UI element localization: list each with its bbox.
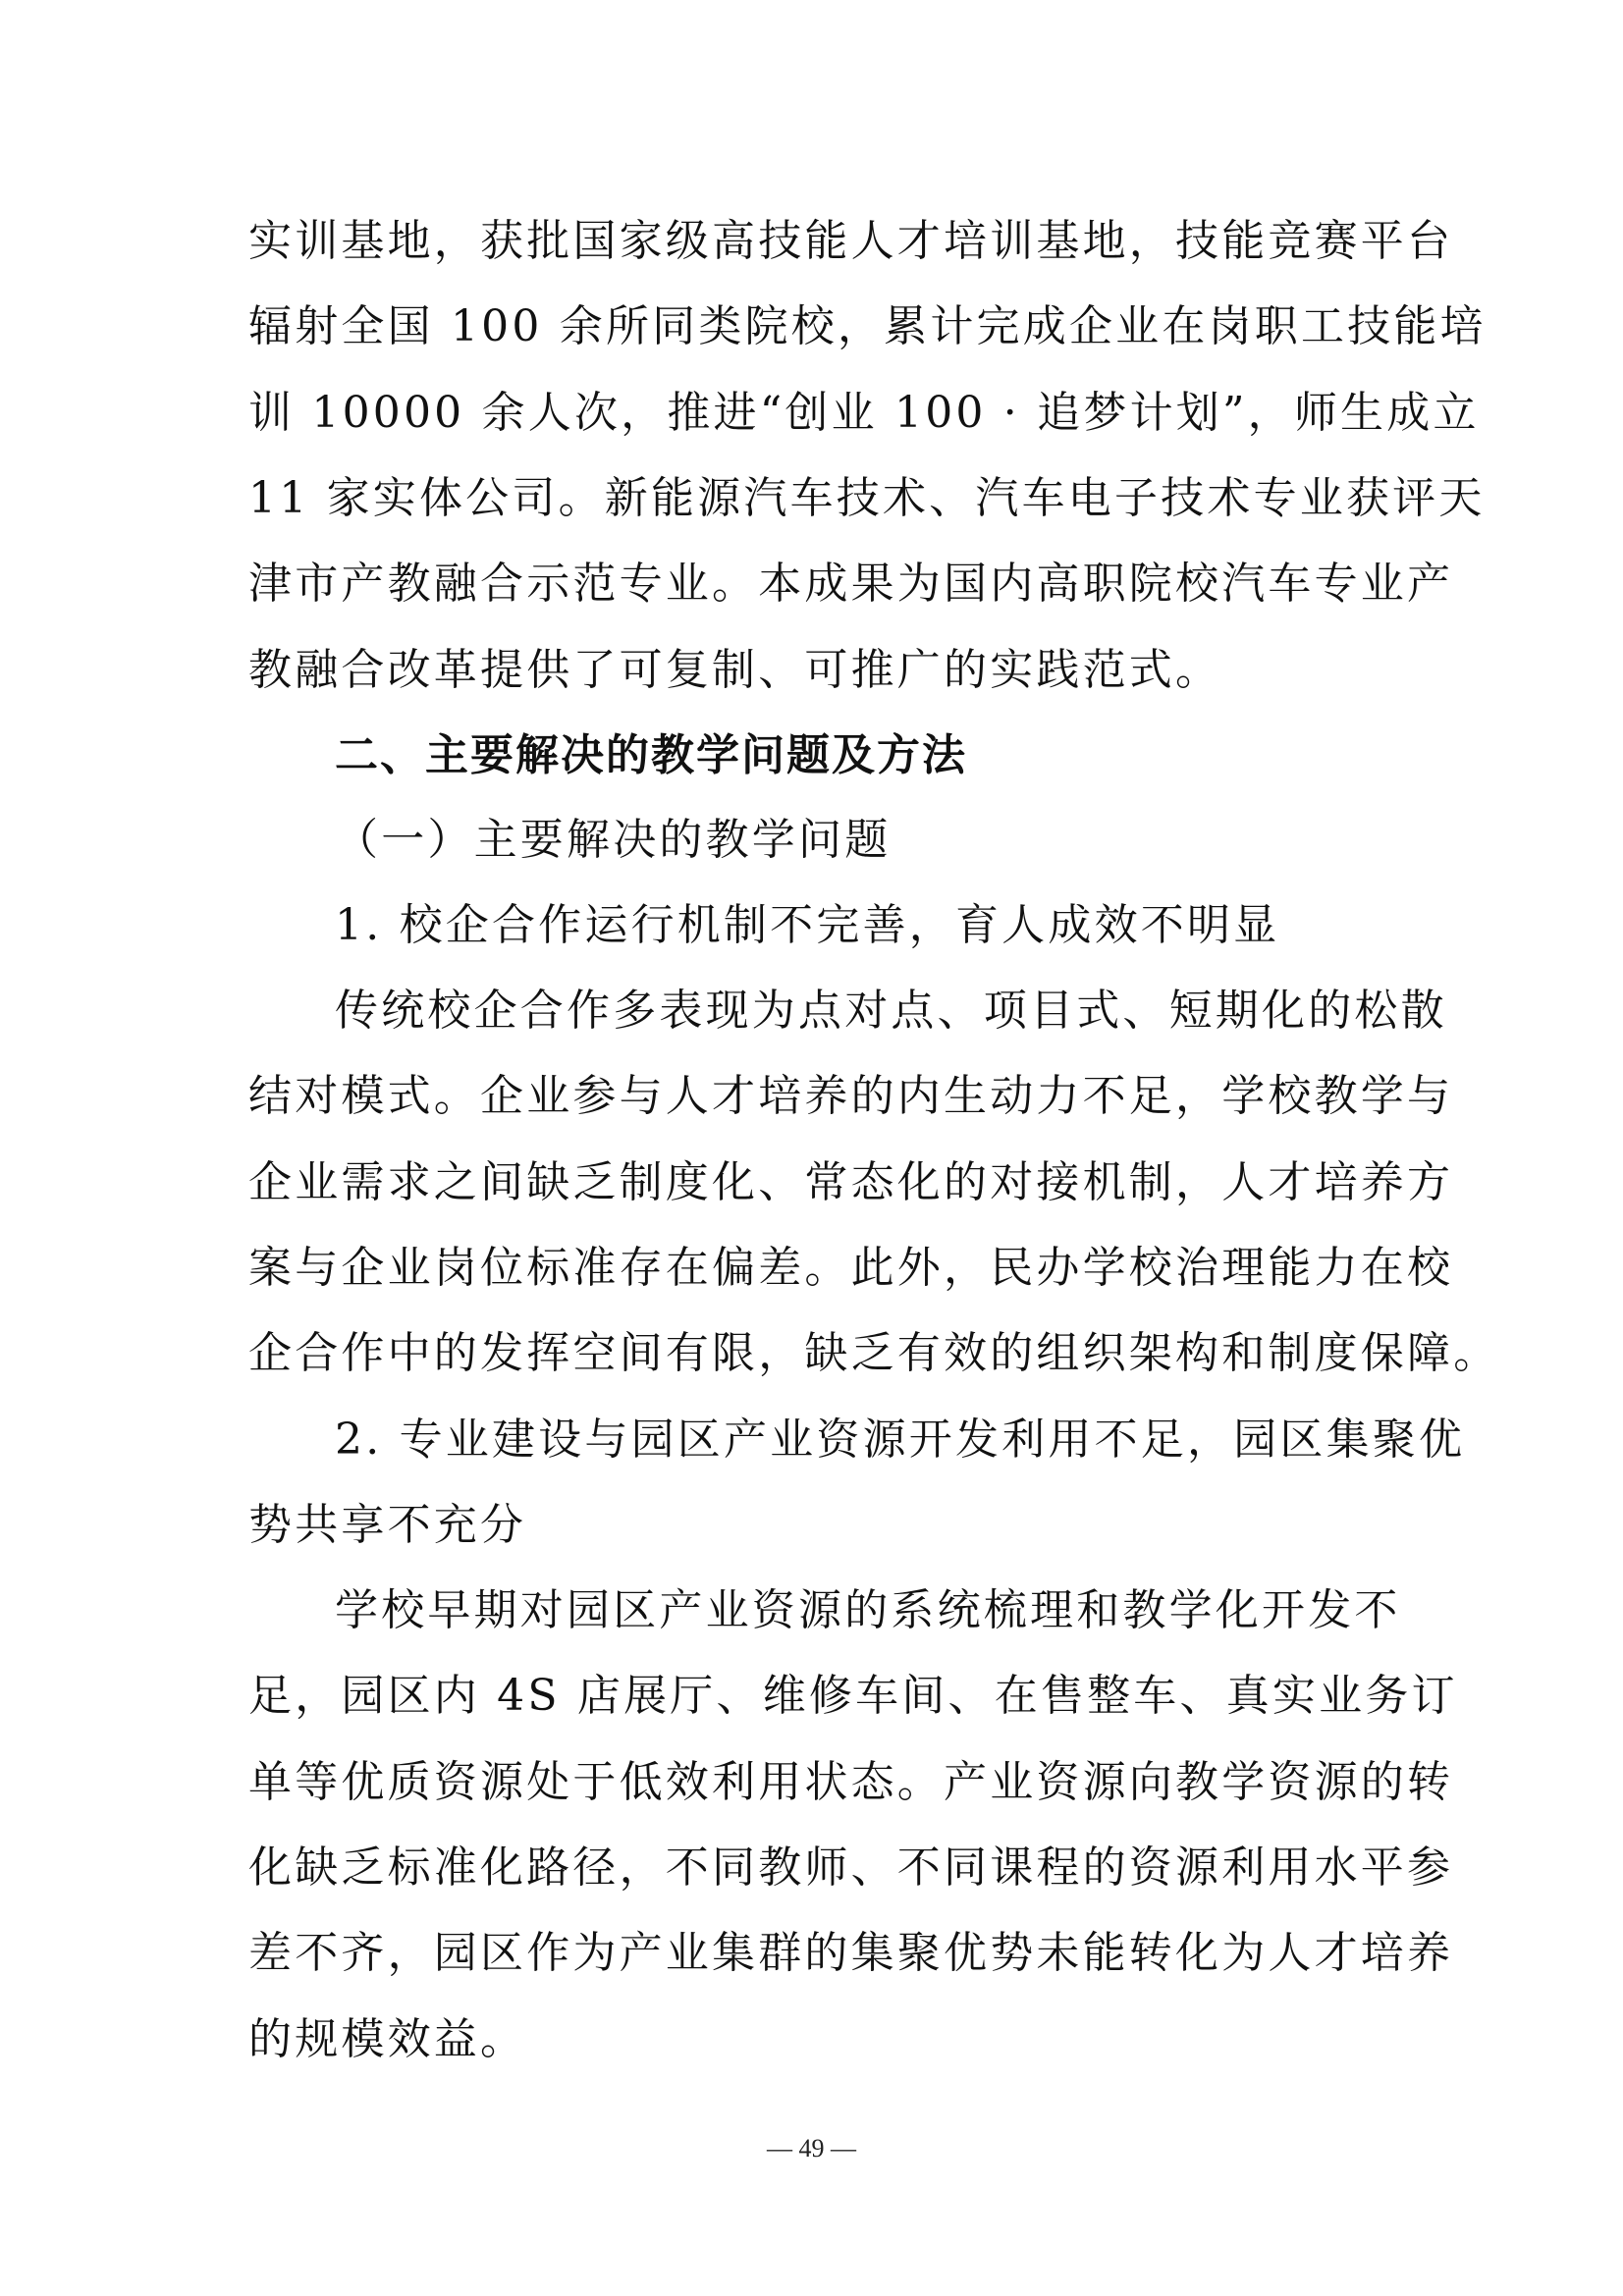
body-text-line: 案与企业岗位标准存在偏差。此外，民办学校治理能力在校: [248, 1243, 1454, 1293]
body-text-line: 结对模式。企业参与人才培养的内生动力不足，学校教学与: [248, 1071, 1454, 1121]
body-text-line: 训 10000 余人次，推进“创业 100 · 追梦计划”，师生成立: [248, 388, 1480, 438]
body-text-line: 企合作中的发挥空间有限，缺乏有效的组织架构和制度保障。: [248, 1328, 1500, 1378]
body-text-line: 辐射全国 100 余所同类院校，累计完成企业在岗职工技能培: [248, 301, 1487, 351]
problem2-title: 2. 专业建设与园区产业资源开发利用不足，园区集聚优: [335, 1415, 1466, 1465]
body-text-line: 单等优质资源处于低效利用状态。产业资源向教学资源的转: [248, 1757, 1454, 1807]
body-text-line: 足，园区内 4S 店展厅、维修车间、在售整车、真实业务订: [248, 1671, 1458, 1721]
body-text-line: 实训基地，获批国家级高技能人才培训基地，技能竞赛平台: [248, 216, 1454, 266]
body-text-line: 的规模效益。: [248, 2014, 527, 2064]
problem2-title-continued: 势共享不充分: [248, 1500, 527, 1550]
body-text-line: 化缺乏标准化路径，不同教师、不同课程的资源利用水平参: [248, 1842, 1454, 1893]
body-text-line: 11 家实体公司。新能源汽车技术、汽车电子技术专业获评天: [248, 473, 1486, 523]
body-text-line: 差不齐，园区作为产业集群的集聚优势未能转化为人才培养: [248, 1928, 1454, 1978]
body-text-line: 学校早期对园区产业资源的系统梳理和教学化开发不: [335, 1585, 1401, 1635]
subsection-heading: （一）主要解决的教学问题: [335, 815, 892, 865]
body-text-line: 传统校企合作多表现为点对点、项目式、短期化的松散: [335, 986, 1447, 1036]
body-text-line: 津市产教融合示范专业。本成果为国内高职院校汽车专业产: [248, 559, 1454, 609]
section-heading: 二、主要解决的教学问题及方法: [335, 730, 967, 780]
problem1-title: 1. 校企合作运行机制不完善，育人成效不明显: [335, 900, 1280, 950]
body-text-line: 企业需求之间缺乏制度化、常态化的对接机制，人才培养方: [248, 1157, 1454, 1207]
body-text-line: 教融合改革提供了可复制、可推广的实践范式。: [248, 645, 1222, 695]
page-number: — 49 —: [767, 2134, 856, 2163]
